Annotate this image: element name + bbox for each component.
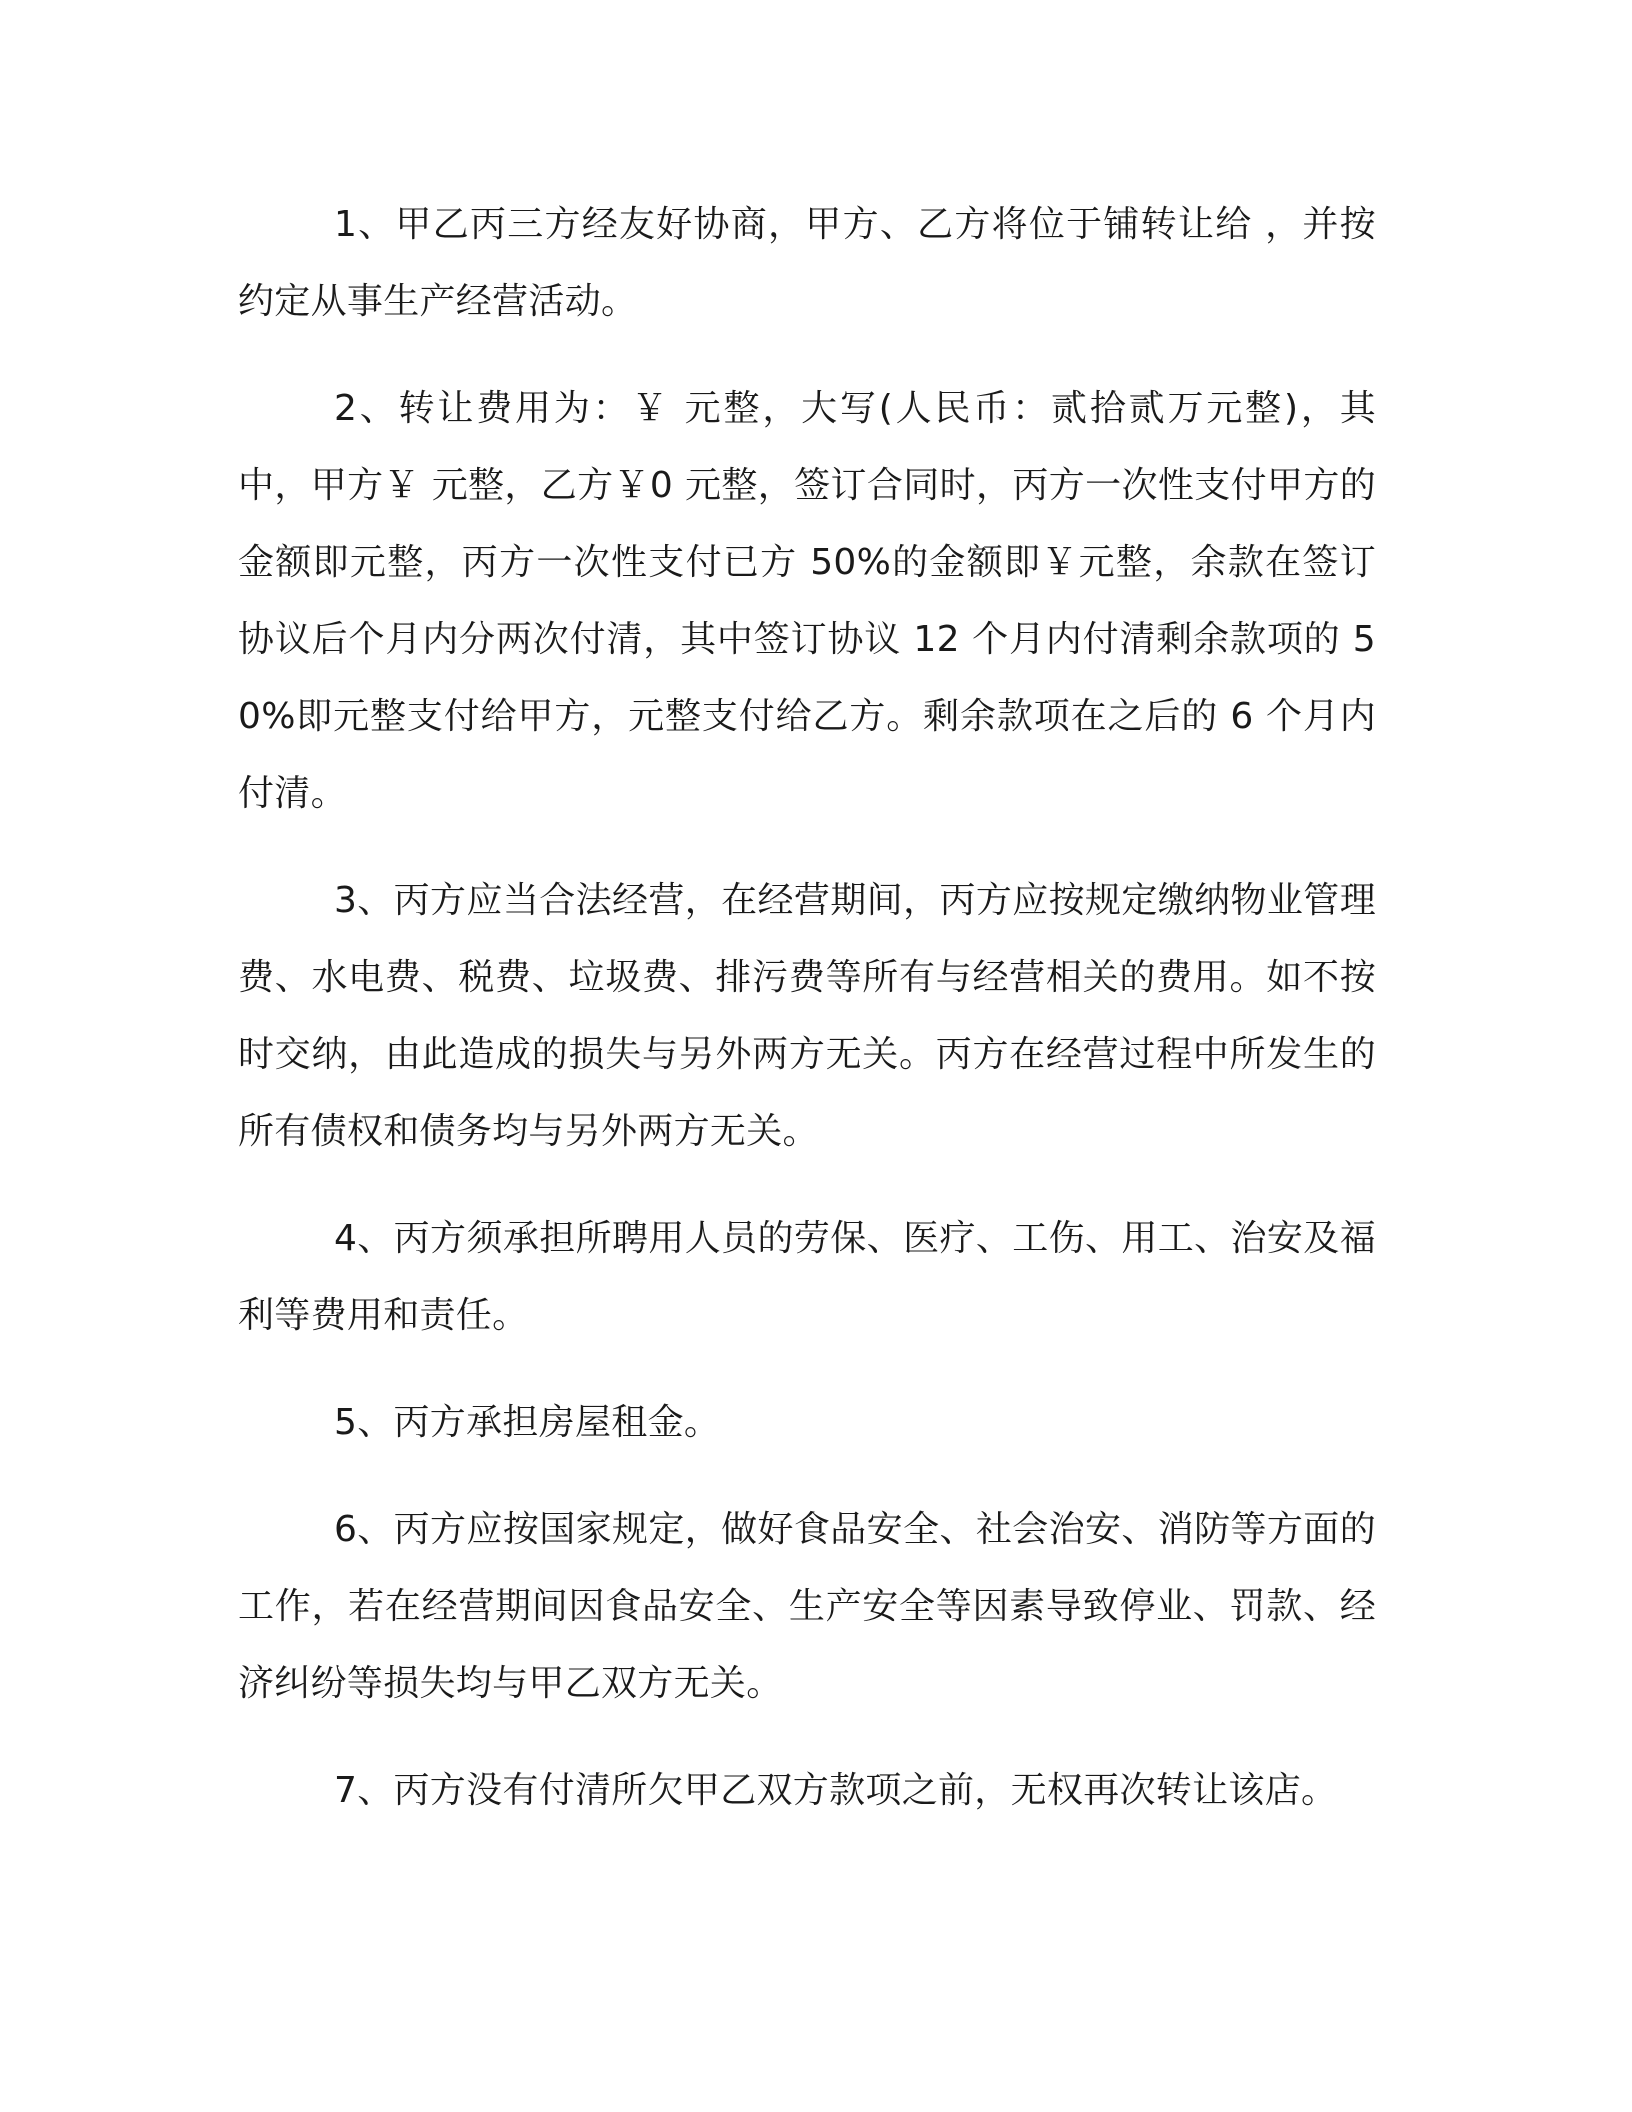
clause-2: 2、转让费用为：￥ 元整，大写(人民币：贰拾贰万元整)，其中，甲方￥ 元整，乙方￥0 元整，签订合同时，丙方一次性支付甲方的金额即元整，丙方一次性支付已方 50%的金额即￥元整，余款在签订协议后个月内分两次付清，其中签订协议 12 个月内付清剩余款项的 50%即元整支付给甲方，元整支付给乙方。剩余款项在之后的 6 个月内付清。 — [238, 388, 1376, 814]
clause-7: 7、丙方没有付清所欠甲乙双方款项之前，无权再次转让该店。 — [334, 1770, 1338, 1811]
clause-4: 4、丙方须承担所聘用人员的劳保、医疗、工伤、用工、治安及福利等费用和责任。 — [238, 1218, 1376, 1336]
clause-6: 6、丙方应按国家规定，做好食品安全、社会治安、消防等方面的工作，若在经营期间因食品安全、生产安全等因素导致停业、罚款、经济纠纷等损失均与甲乙双方无关。 — [238, 1509, 1376, 1704]
document-body — [238, 186, 1376, 1829]
clause-3: 3、丙方应当合法经营，在经营期间，丙方应按规定缴纳物业管理费、水电费、税费、垃圾费、排污费等所有与经营相关的费用。如不按时交纳，由此造成的损失与另外两方无关。丙方在经营过程中所发生的所有债权和债务均与另外两方无关。 — [238, 880, 1376, 1152]
clause-1: 1、甲乙丙三方经友好协商，甲方、乙方将位于铺转让给 ，并按约定从事生产经营活动。 — [238, 204, 1376, 322]
clause-5: 5、丙方承担房屋租金。 — [334, 1402, 721, 1443]
